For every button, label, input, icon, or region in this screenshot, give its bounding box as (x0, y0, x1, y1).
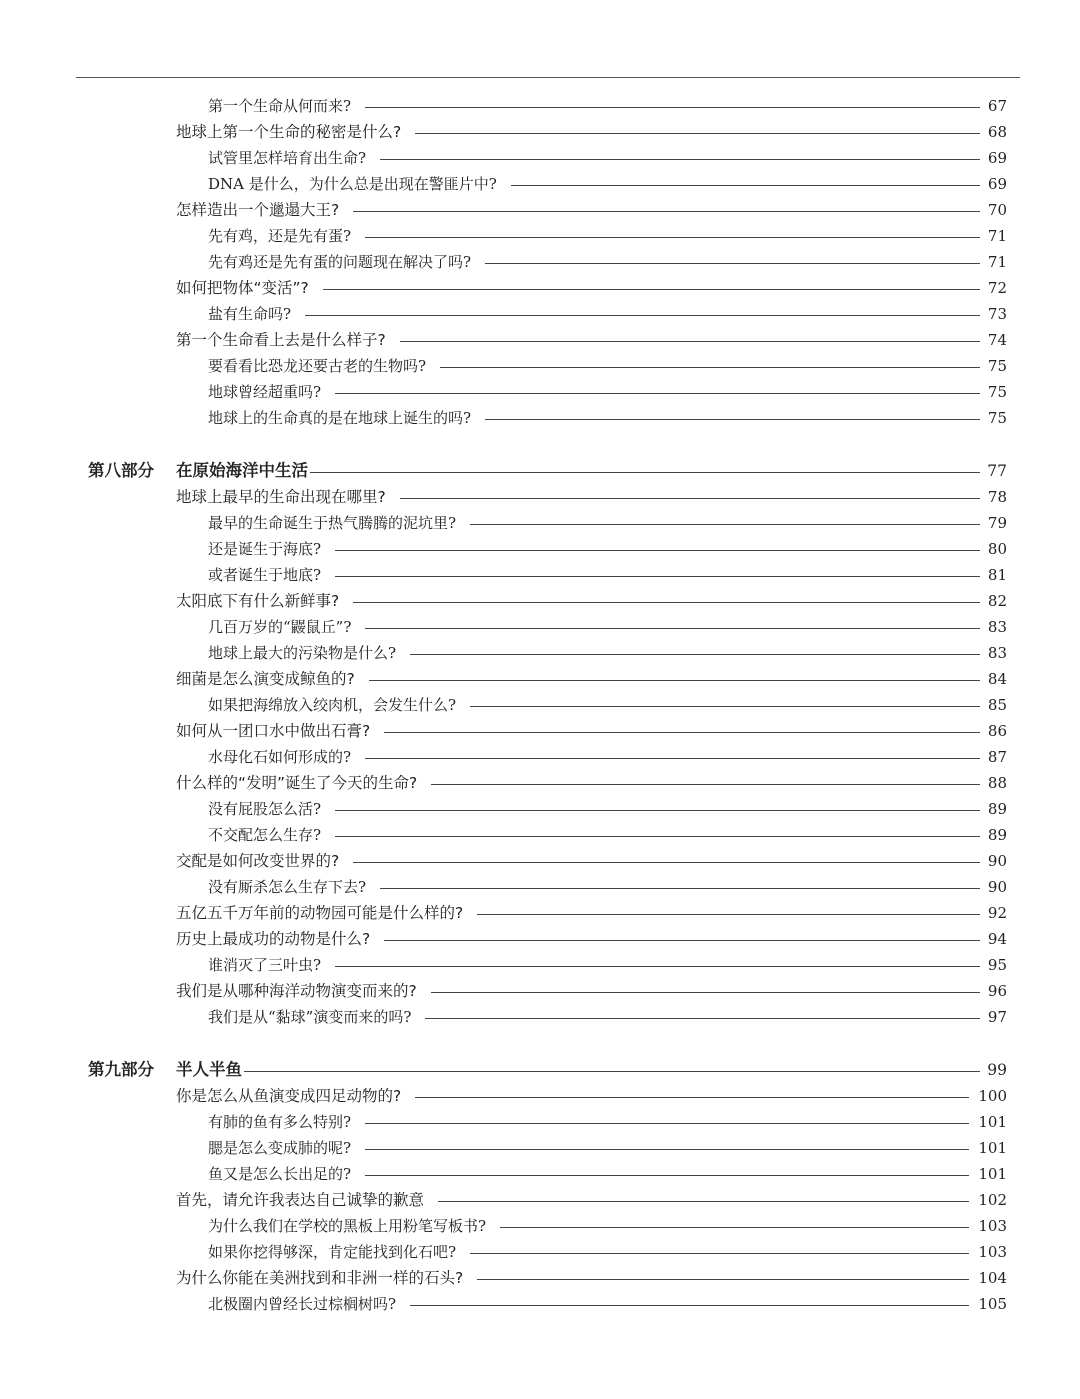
toc-page-number: 100 (978, 1087, 1007, 1105)
toc-leader-line (438, 1201, 969, 1202)
toc-entry (0, 640, 1080, 666)
toc-entry-title: 为什么你能在美洲找到和非洲一样的石头? (176, 1269, 464, 1287)
toc-entry (0, 666, 1080, 692)
toc-page-number: 69 (987, 175, 1007, 193)
toc-page-number: 88 (987, 774, 1007, 792)
toc-leader-line (431, 784, 980, 785)
toc-part-heading (0, 458, 1080, 484)
toc-leader-line (353, 602, 980, 603)
toc-entry-title: 我们是从哪种海洋动物演变而来的? (176, 982, 417, 1000)
toc-leader-line (244, 1071, 980, 1072)
toc-entry (0, 1135, 1080, 1161)
toc-leader-line (335, 576, 980, 577)
toc-entry-title: 腮是怎么变成肺的呢? (208, 1139, 352, 1157)
toc-entry (0, 1291, 1080, 1317)
toc-entry-title: 试管里怎样培育出生命? (208, 149, 367, 167)
toc-leader-line (310, 472, 980, 473)
toc-entry-title: 地球上最大的污染物是什么? (208, 644, 397, 662)
toc-entry (0, 1083, 1080, 1109)
top-rule (76, 77, 1020, 78)
toc-entry (0, 1239, 1080, 1265)
toc-page-number: 82 (987, 592, 1007, 610)
toc-entry-title: 先有鸡还是先有蛋的问题现在解决了吗? (208, 253, 472, 271)
toc-entry (0, 379, 1080, 405)
toc-entry-title: 我们是从“黏球”演变而来的吗? (208, 1008, 412, 1026)
toc-leader-line (335, 393, 980, 394)
toc-part-label: 第八部分 (88, 461, 154, 480)
toc-entry-title: 水母化石如何形成的? (208, 748, 352, 766)
toc-page-number: 72 (987, 279, 1007, 297)
toc-leader-line (365, 1123, 969, 1124)
toc-leader-line (431, 992, 980, 993)
toc-entry (0, 119, 1080, 145)
toc-entry (0, 1109, 1080, 1135)
toc-entry-title: 几百万岁的“鼹鼠丘”? (208, 618, 352, 636)
toc-leader-line (470, 706, 980, 707)
toc-leader-line (365, 1149, 969, 1150)
toc-entry (0, 562, 1080, 588)
toc-entry-title: 如果你挖得够深，肯定能找到化石吧? (208, 1243, 457, 1261)
toc-entry-title: 要看看比恐龙还要古老的生物吗? (208, 357, 427, 375)
toc-leader-line (485, 263, 980, 264)
toc-entry (0, 301, 1080, 327)
toc-entry-title: 如果把海绵放入绞肉机，会发生什么? (208, 696, 457, 714)
toc-entry (0, 171, 1080, 197)
toc-entry-title: 谁消灭了三叶虫? (208, 956, 322, 974)
toc-page-number: 92 (987, 904, 1007, 922)
toc-entry (0, 952, 1080, 978)
toc-entry-title: DNA 是什么，为什么总是出现在警匪片中? (208, 175, 497, 193)
toc-leader-line (477, 914, 980, 915)
toc-leader-line (470, 524, 980, 525)
toc-entry-title: 交配是如何改变世界的? (176, 852, 340, 870)
toc-entry (0, 536, 1080, 562)
toc-entry-title: 没有屁股怎么活? (208, 800, 322, 818)
toc-page-number: 86 (987, 722, 1007, 740)
toc-entry (0, 614, 1080, 640)
toc-page-number: 96 (987, 982, 1007, 1000)
toc-part-heading (0, 1057, 1080, 1083)
toc-entry (0, 588, 1080, 614)
toc-entry (0, 900, 1080, 926)
toc-page-number: 97 (987, 1008, 1007, 1026)
toc-page-number: 102 (978, 1191, 1007, 1209)
toc-entry-title: 不交配怎么生存? (208, 826, 322, 844)
toc-entry (0, 822, 1080, 848)
toc-page-number: 94 (987, 930, 1007, 948)
toc-leader-line (384, 940, 980, 941)
toc-leader-line (384, 732, 980, 733)
toc-page-number: 83 (987, 644, 1007, 662)
toc-leader-line (335, 810, 980, 811)
toc-page-number: 73 (987, 305, 1007, 323)
toc-entry (0, 744, 1080, 770)
toc-entry (0, 223, 1080, 249)
toc-entry-title: 细菌是怎么演变成鲸鱼的? (176, 670, 355, 688)
toc-page-number: 75 (987, 409, 1007, 427)
toc-page-number: 71 (987, 227, 1007, 245)
toc-leader-line (365, 237, 980, 238)
toc-page-number: 101 (978, 1139, 1007, 1157)
toc-leader-line (335, 836, 980, 837)
toc-entry-title: 地球上第一个生命的秘密是什么? (176, 123, 402, 141)
toc-entry-title: 还是诞生于海底? (208, 540, 322, 558)
toc-entry (0, 145, 1080, 171)
toc-page-number: 103 (978, 1217, 1007, 1235)
toc-leader-line (365, 1175, 969, 1176)
toc-entry (0, 692, 1080, 718)
toc-entry-title: 最早的生命诞生于热气腾腾的泥坑里? (208, 514, 457, 532)
toc-entry-title: 盐有生命吗? (208, 305, 292, 323)
toc-page-number: 77 (987, 462, 1007, 480)
toc-page-number: 81 (987, 566, 1007, 584)
toc-page-number: 90 (987, 852, 1007, 870)
toc-entry-title: 北极圈内曾经长过棕榈树吗? (208, 1295, 397, 1313)
toc-entry-title: 历史上最成功的动物是什么? (176, 930, 371, 948)
toc-entry (0, 1161, 1080, 1187)
toc-leader-line (380, 888, 980, 889)
toc-entry (0, 327, 1080, 353)
toc-page-number: 78 (987, 488, 1007, 506)
toc-entry (0, 510, 1080, 536)
toc-leader-line (485, 419, 980, 420)
toc-leader-line (410, 1305, 969, 1306)
toc-page-number: 99 (987, 1061, 1007, 1079)
table-of-contents (0, 93, 1080, 1317)
toc-page-number: 85 (987, 696, 1007, 714)
toc-entry-title: 在原始海洋中生活 (176, 461, 308, 480)
toc-entry-title: 或者诞生于地底? (208, 566, 322, 584)
toc-leader-line (369, 680, 980, 681)
toc-page-number: 68 (987, 123, 1007, 141)
toc-entry (0, 275, 1080, 301)
toc-leader-line (335, 966, 980, 967)
toc-entry-title: 什么样的“发明”诞生了今天的生命? (176, 774, 418, 792)
toc-entry-title: 鱼又是怎么长出足的? (208, 1165, 352, 1183)
toc-page-number: 104 (978, 1269, 1007, 1287)
toc-entry-title: 第一个生命从何而来? (208, 97, 352, 115)
toc-entry-title: 第一个生命看上去是什么样子? (176, 331, 386, 349)
toc-leader-line (415, 1097, 969, 1098)
toc-leader-line (440, 367, 980, 368)
toc-entry (0, 1213, 1080, 1239)
toc-entry-title: 首先，请允许我表达自己诚挚的歉意 (176, 1191, 425, 1209)
toc-page-number: 74 (987, 331, 1007, 349)
toc-entry (0, 353, 1080, 379)
toc-leader-line (305, 315, 980, 316)
toc-entry (0, 1265, 1080, 1291)
toc-entry-title: 太阳底下有什么新鲜事? (176, 592, 340, 610)
toc-entry-title: 半人半鱼 (176, 1060, 242, 1079)
toc-entry (0, 1004, 1080, 1030)
toc-entry (0, 197, 1080, 223)
toc-page-number: 70 (987, 201, 1007, 219)
toc-entry (0, 926, 1080, 952)
toc-page-number: 90 (987, 878, 1007, 896)
toc-leader-line (380, 159, 980, 160)
toc-part-label: 第九部分 (88, 1060, 154, 1079)
toc-entry-title: 有肺的鱼有多么特别? (208, 1113, 352, 1131)
toc-entry (0, 93, 1080, 119)
toc-leader-line (365, 758, 980, 759)
toc-entry (0, 249, 1080, 275)
toc-entry-title: 如何把物体“变活”? (176, 279, 309, 297)
toc-page-number: 95 (987, 956, 1007, 974)
toc-leader-line (353, 211, 980, 212)
toc-page-number: 71 (987, 253, 1007, 271)
toc-page-number: 79 (987, 514, 1007, 532)
toc-page-number: 67 (987, 97, 1007, 115)
toc-entry (0, 848, 1080, 874)
toc-leader-line (410, 654, 980, 655)
toc-page-number: 89 (987, 800, 1007, 818)
toc-entry-title: 为什么我们在学校的黑板上用粉笔写板书? (208, 1217, 487, 1235)
toc-entry (0, 874, 1080, 900)
toc-page-number: 75 (987, 357, 1007, 375)
toc-entry-title: 地球上最早的生命出现在哪里? (176, 488, 386, 506)
toc-entry (0, 718, 1080, 744)
toc-leader-line (365, 628, 980, 629)
toc-leader-line (400, 341, 980, 342)
toc-entry (0, 796, 1080, 822)
toc-page-number: 105 (978, 1295, 1007, 1313)
toc-page-number: 101 (978, 1165, 1007, 1183)
toc-entry (0, 770, 1080, 796)
toc-entry (0, 1187, 1080, 1213)
toc-page-number: 80 (987, 540, 1007, 558)
toc-page-number: 84 (987, 670, 1007, 688)
toc-entry-title: 如何从一团口水中做出石膏? (176, 722, 371, 740)
toc-leader-line (365, 107, 980, 108)
toc-page-number: 87 (987, 748, 1007, 766)
toc-entry-title: 地球上的生命真的是在地球上诞生的吗? (208, 409, 472, 427)
toc-entry-title: 怎样造出一个邋遢大王? (176, 201, 340, 219)
toc-leader-line (500, 1227, 969, 1228)
toc-leader-line (335, 550, 980, 551)
toc-entry (0, 405, 1080, 431)
toc-page-number: 69 (987, 149, 1007, 167)
toc-entry-title: 你是怎么从鱼演变成四足动物的? (176, 1087, 402, 1105)
toc-page-number: 103 (978, 1243, 1007, 1261)
toc-page-number: 101 (978, 1113, 1007, 1131)
toc-leader-line (425, 1018, 980, 1019)
toc-leader-line (323, 289, 980, 290)
toc-page-number: 83 (987, 618, 1007, 636)
toc-entry (0, 978, 1080, 1004)
toc-leader-line (470, 1253, 969, 1254)
toc-page-number: 75 (987, 383, 1007, 401)
toc-leader-line (353, 862, 980, 863)
toc-entry (0, 484, 1080, 510)
toc-page-number: 89 (987, 826, 1007, 844)
toc-entry-title: 没有厮杀怎么生存下去? (208, 878, 367, 896)
toc-leader-line (415, 133, 980, 134)
toc-leader-line (477, 1279, 969, 1280)
toc-entry-title: 五亿五千万年前的动物园可能是什么样的? (176, 904, 464, 922)
toc-entry-title: 地球曾经超重吗? (208, 383, 322, 401)
toc-leader-line (400, 498, 980, 499)
toc-entry-title: 先有鸡，还是先有蛋? (208, 227, 352, 245)
toc-leader-line (511, 185, 980, 186)
